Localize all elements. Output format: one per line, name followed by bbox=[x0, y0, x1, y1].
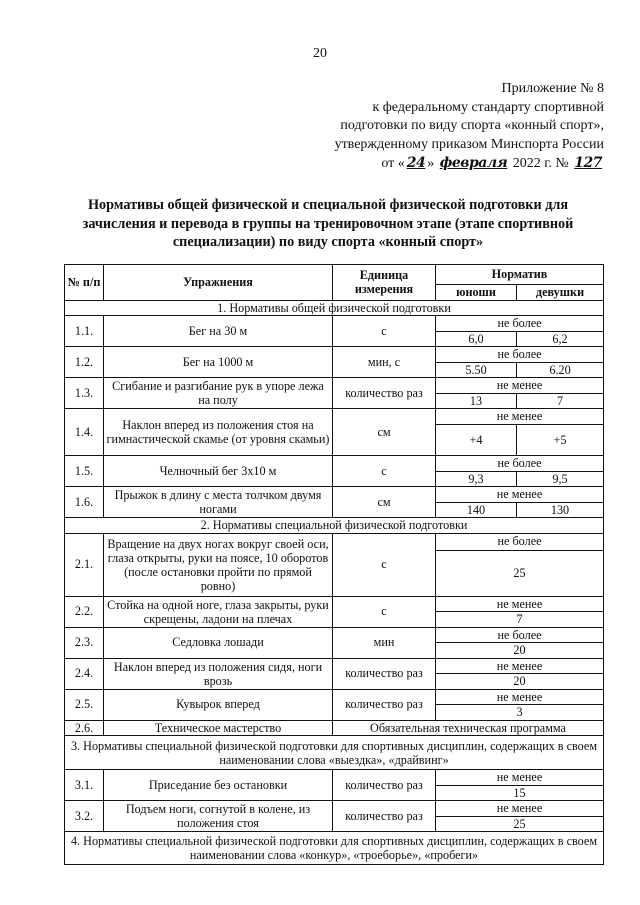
row-1-5-girls: 9,5 bbox=[517, 471, 604, 487]
row-2-5-name: Кувырок вперед bbox=[104, 689, 333, 720]
row-2-1-name: Вращение на двух ногах вокруг своей оси, глаза открыты, руки на поясе, 10 оборотов (после остановки пройти по прямой ровно) bbox=[104, 533, 333, 596]
row-1-2-name: Бег на 1000 м bbox=[104, 347, 333, 378]
appendix-line-4: утвержденному приказом Минспорта России bbox=[334, 136, 604, 152]
row-2-2-value: 7 bbox=[436, 612, 604, 628]
row-2-3-cond: не более bbox=[436, 627, 604, 643]
row-2-3-value: 20 bbox=[436, 643, 604, 659]
handwritten-month: февраля bbox=[439, 155, 508, 171]
section-2-header: 2. Нормативы специальной физической подготовки bbox=[65, 518, 604, 534]
row-1-5-unit: с bbox=[333, 456, 436, 487]
row-3-2-num: 3.2. bbox=[65, 801, 104, 832]
row-3-1-num: 3.1. bbox=[65, 770, 104, 801]
page-number: 20 bbox=[313, 46, 327, 61]
section-4-header: 4. Нормативы специальной физической подготовки для спортивных дисциплин, содержащих в своем наименовании слова «конкур», «троеборье», «пробеги» bbox=[65, 832, 604, 865]
header-num: № п/п bbox=[65, 265, 104, 301]
row-3-1-unit: количество раз bbox=[333, 770, 436, 801]
row-1-4-num: 1.4. bbox=[65, 409, 104, 456]
row-2-2-name: Стойка на одной ноге, глаза закрыты, руки скрещены, ладони на плечах bbox=[104, 596, 333, 627]
row-2-2-unit: с bbox=[333, 596, 436, 627]
row-1-5-num: 1.5. bbox=[65, 456, 104, 487]
row-1-3-unit: количество раз bbox=[333, 378, 436, 409]
date-prefix: от « bbox=[381, 156, 405, 171]
row-1-3-cond: не менее bbox=[436, 378, 604, 394]
row-1-5-boys: 9,3 bbox=[436, 471, 517, 487]
document-title: Нормативы общей физической и специальной физической подготовки для зачисления и перевода в группы на тренировочном этапе (этапе спортивной специализации) по виду спорта «конный спорт» bbox=[82, 197, 574, 250]
row-1-1-num: 1.1. bbox=[65, 316, 104, 347]
row-1-4-girls: +5 bbox=[517, 425, 604, 456]
row-2-6-num: 2.6. bbox=[65, 720, 104, 736]
row-1-4-cond: не менее bbox=[436, 409, 604, 425]
row-2-3-num: 2.3. bbox=[65, 627, 104, 658]
row-2-4-value: 20 bbox=[436, 674, 604, 690]
row-1-5-cond: не более bbox=[436, 456, 604, 472]
row-1-2-girls: 6.20 bbox=[517, 362, 604, 378]
date-mid-1: » bbox=[427, 156, 435, 171]
appendix-line-2: к федеральному стандарту спортивной bbox=[372, 99, 604, 115]
header-boys: юноши bbox=[436, 285, 517, 301]
row-2-5-cond: не менее bbox=[436, 689, 604, 705]
row-3-2-name: Подъем ноги, согнутой в колене, из положения стоя bbox=[104, 801, 333, 832]
appendix-date-line bbox=[335, 154, 604, 174]
section-1-header: 1. Нормативы общей физической подготовки bbox=[65, 300, 604, 316]
row-1-2-cond: не более bbox=[436, 347, 604, 363]
row-2-5-value: 3 bbox=[436, 705, 604, 721]
row-2-1-cond: не более bbox=[436, 533, 604, 550]
row-2-2-cond: не менее bbox=[436, 596, 604, 612]
row-1-3-name: Сгибание и разгибание рук в упоре лежа на полу bbox=[104, 378, 333, 409]
row-2-6-name: Техническое мастерство bbox=[104, 720, 333, 736]
row-1-3-boys: 13 bbox=[436, 393, 517, 409]
row-1-2-boys: 5.50 bbox=[436, 362, 517, 378]
row-2-6-program: Обязательная техническая программа bbox=[333, 720, 604, 736]
row-1-1-name: Бег на 30 м bbox=[104, 316, 333, 347]
header-girls: девушки bbox=[517, 285, 604, 301]
row-3-1-cond: не менее bbox=[436, 770, 604, 786]
row-1-6-num: 1.6. bbox=[65, 487, 104, 518]
row-1-1-girls: 6,2 bbox=[517, 331, 604, 347]
row-2-4-cond: не менее bbox=[436, 658, 604, 674]
row-3-1-name: Приседание без остановки bbox=[104, 770, 333, 801]
row-1-3-girls: 7 bbox=[517, 393, 604, 409]
norms-table bbox=[64, 264, 604, 865]
row-1-2-num: 1.2. bbox=[65, 347, 104, 378]
header-norm: Норматив bbox=[436, 265, 604, 285]
row-1-6-name: Прыжок в длину с места толчком двумя ногами bbox=[104, 487, 333, 518]
row-2-4-name: Наклон вперед из положения сидя, ноги врозь bbox=[104, 658, 333, 689]
handwritten-day: 24 bbox=[406, 155, 426, 171]
row-1-4-boys: +4 bbox=[436, 425, 517, 456]
row-1-1-cond: не более bbox=[436, 316, 604, 332]
row-1-4-name: Наклон вперед из положения стоя на гимнастической скамье (от уровня скамьи) bbox=[104, 409, 333, 456]
header-unit: Единица измерения bbox=[333, 265, 436, 301]
appendix-line-1: Приложение № 8 bbox=[501, 81, 604, 96]
row-2-2-num: 2.2. bbox=[65, 596, 104, 627]
row-1-6-unit: см bbox=[333, 487, 436, 518]
row-3-1-value: 15 bbox=[436, 785, 604, 801]
row-1-6-cond: не менее bbox=[436, 487, 604, 503]
appendix-line-3: подготовки по виду спорта «конный спорт», bbox=[340, 118, 604, 133]
row-2-4-num: 2.4. bbox=[65, 658, 104, 689]
row-2-4-unit: количество раз bbox=[333, 658, 436, 689]
row-2-3-name: Седловка лошади bbox=[104, 627, 333, 658]
row-1-4-unit: см bbox=[333, 409, 436, 456]
row-1-6-girls: 130 bbox=[517, 502, 604, 518]
row-2-1-num: 2.1. bbox=[65, 533, 104, 596]
handwritten-number: 127 bbox=[574, 155, 602, 171]
header-exercise: Упражнения bbox=[104, 265, 333, 301]
row-2-5-num: 2.5. bbox=[65, 689, 104, 720]
row-2-3-unit: мин bbox=[333, 627, 436, 658]
row-1-3-num: 1.3. bbox=[65, 378, 104, 409]
row-2-1-value: 25 bbox=[436, 550, 604, 596]
row-3-2-unit: количество раз bbox=[333, 801, 436, 832]
row-3-2-cond: не менее bbox=[436, 801, 604, 817]
row-1-6-boys: 140 bbox=[436, 502, 517, 518]
row-1-5-name: Челночный бег 3x10 м bbox=[104, 456, 333, 487]
row-1-2-unit: мин, с bbox=[333, 347, 436, 378]
row-2-5-unit: количество раз bbox=[333, 689, 436, 720]
date-mid-2: 2022 г. № bbox=[512, 156, 569, 171]
section-3-header: 3. Нормативы специальной физической подготовки для спортивных дисциплин, содержащих в своем наименовании слова «выездка», «драйвинг» bbox=[65, 736, 604, 770]
row-1-1-boys: 6,0 bbox=[436, 331, 517, 347]
appendix-block bbox=[335, 80, 604, 174]
row-3-2-value: 25 bbox=[436, 816, 604, 832]
row-2-1-unit: с bbox=[333, 533, 436, 596]
row-1-1-unit: с bbox=[333, 316, 436, 347]
